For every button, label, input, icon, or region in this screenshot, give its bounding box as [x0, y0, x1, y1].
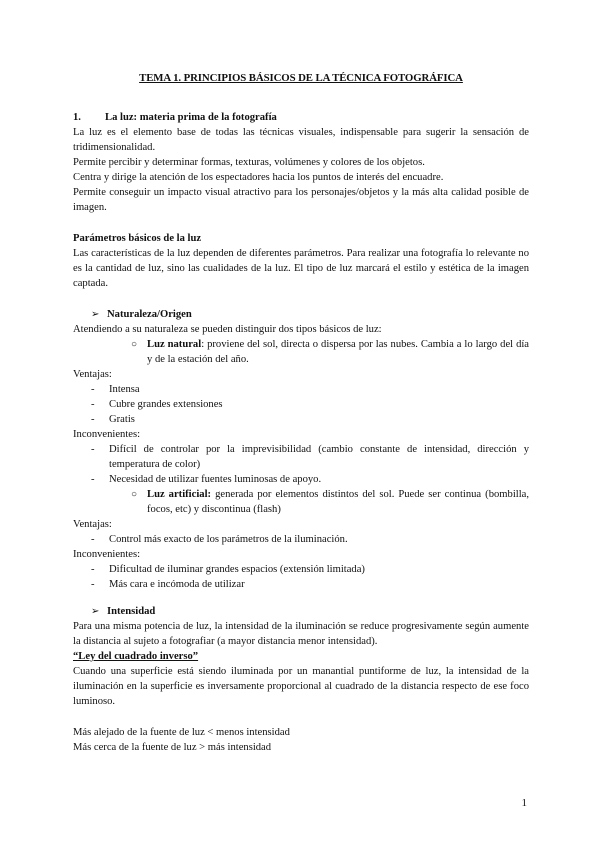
paragraph: La luz es el elemento base de todas las técnicas visuales, indispensable para sugerir la sensación de tridimensionalidad. [73, 127, 529, 153]
list-item-text: Difícil de controlar por la imprevisibilidad (cambio constante de intensidad, dirección y temperatura de color) [109, 444, 529, 470]
subheading-naturaleza [73, 307, 529, 322]
label-ventajas: Ventajas: [73, 369, 112, 380]
list-ventajas-natural [73, 382, 529, 427]
list-item [73, 562, 529, 577]
list-item-text: Cubre grandes extensiones [109, 399, 223, 410]
dash-bullet-icon: - [91, 534, 95, 545]
arrow-bullet-icon: ➢ [91, 309, 100, 320]
arrow-bullet-icon: ➢ [91, 606, 100, 617]
list-item [73, 442, 529, 472]
list-item [73, 532, 529, 547]
paragraph: Permite conseguir un impacto visual atractivo para los personajes/objetos y la más alta calidad posible de imagen. [73, 187, 529, 213]
list-item [73, 382, 529, 397]
list-inconvenientes-artificial [73, 562, 529, 592]
section-heading-text: La luz: materia prima de la fotografía [105, 112, 277, 123]
page-title: TEMA 1. PRINCIPIOS BÁSICOS DE LA TÉCNICA FOTOGRÁFICA [139, 72, 463, 84]
list-item [73, 577, 529, 592]
paragraph: Las características de la luz dependen de diferentes parámetros. Para realizar una fotografía lo relevante no es la cantidad de luz, sino las cualidades de la luz. El tipo de luz marcará el estilo y estética de la imagen captada. [73, 248, 529, 289]
dash-bullet-icon: - [91, 444, 95, 455]
label-inconvenientes: Inconvenientes: [73, 549, 141, 560]
list-item-luz-natural [73, 337, 529, 367]
paragraph: Cuando una superficie está siendo iluminada por un manantial puntiforme de luz, la intensidad de la iluminación en la superficie es inversamente proporcional al cuadrado de la distancia respecto de ese foco luminoso. [73, 666, 529, 707]
page-number: 1 [521, 797, 527, 809]
term-description: generada por elementos distintos del sol. Puede ser continua (bombilla, focos, etc) y discontinua (flash) [147, 489, 529, 515]
circle-bullet-icon: ○ [131, 489, 138, 500]
label-inconvenientes: Inconvenientes: [73, 429, 141, 440]
page-content [73, 71, 529, 755]
list-item-text: Gratis [109, 414, 135, 425]
list-item-luz-artificial [73, 487, 529, 517]
term-description: : proviene del sol, directa o dispersa por las nubes. Cambia a lo largo del día y de la estación del año. [147, 339, 530, 365]
circle-bullet-icon: ○ [131, 339, 138, 350]
dash-bullet-icon: - [91, 414, 95, 425]
subheading-ley-cuadrado-inverso: “Ley del cuadrado inverso” [73, 651, 199, 662]
term: Luz artificial: [147, 489, 212, 500]
list-item [73, 472, 529, 487]
list-item-text: Más cara e incómoda de utilizar [109, 579, 245, 590]
term: Luz natural [147, 339, 202, 350]
paragraph: Para una misma potencia de luz, la intensidad de la iluminación se reduce progresivamente según aumente la distancia al sujeto a fotografiar (a mayor distancia menor intensidad). [73, 621, 529, 647]
dash-bullet-icon: - [91, 384, 95, 395]
subheading-parametros: Parámetros básicos de la luz [73, 233, 202, 244]
list-item-text: Intensa [109, 384, 140, 395]
paragraph: Más cerca de la fuente de luz > más intensidad [73, 742, 272, 753]
list-item [73, 397, 529, 412]
dash-bullet-icon: - [91, 399, 95, 410]
dash-bullet-icon: - [91, 579, 95, 590]
label-ventajas: Ventajas: [73, 519, 112, 530]
paragraph: Permite percibir y determinar formas, texturas, volúmenes y colores de los objetos. [73, 157, 425, 168]
list-item-text: Control más exacto de los parámetros de la iluminación. [109, 534, 348, 545]
paragraph: Más alejado de la fuente de luz < menos intensidad [73, 727, 290, 738]
subheading-text: Naturaleza/Origen [107, 309, 192, 320]
list-item [73, 412, 529, 427]
list-inconvenientes-natural [73, 442, 529, 487]
subheading-text: Intensidad [107, 606, 156, 617]
section-heading-luz [73, 110, 529, 125]
subheading-intensidad [73, 604, 529, 619]
list-item-text: Necesidad de utilizar fuentes luminosas de apoyo. [109, 474, 322, 485]
dash-bullet-icon: - [91, 564, 95, 575]
dash-bullet-icon: - [91, 474, 95, 485]
paragraph: Atendiendo a su naturaleza se pueden distinguir dos tipos básicos de luz: [73, 324, 382, 335]
paragraph: Centra y dirige la atención de los espectadores hacia los puntos de interés del encuadre. [73, 172, 444, 183]
list-item-text: Dificultad de iluminar grandes espacios (extensión limitada) [109, 564, 365, 575]
list-ventajas-artificial [73, 532, 529, 547]
section-number: 1. [73, 112, 81, 123]
